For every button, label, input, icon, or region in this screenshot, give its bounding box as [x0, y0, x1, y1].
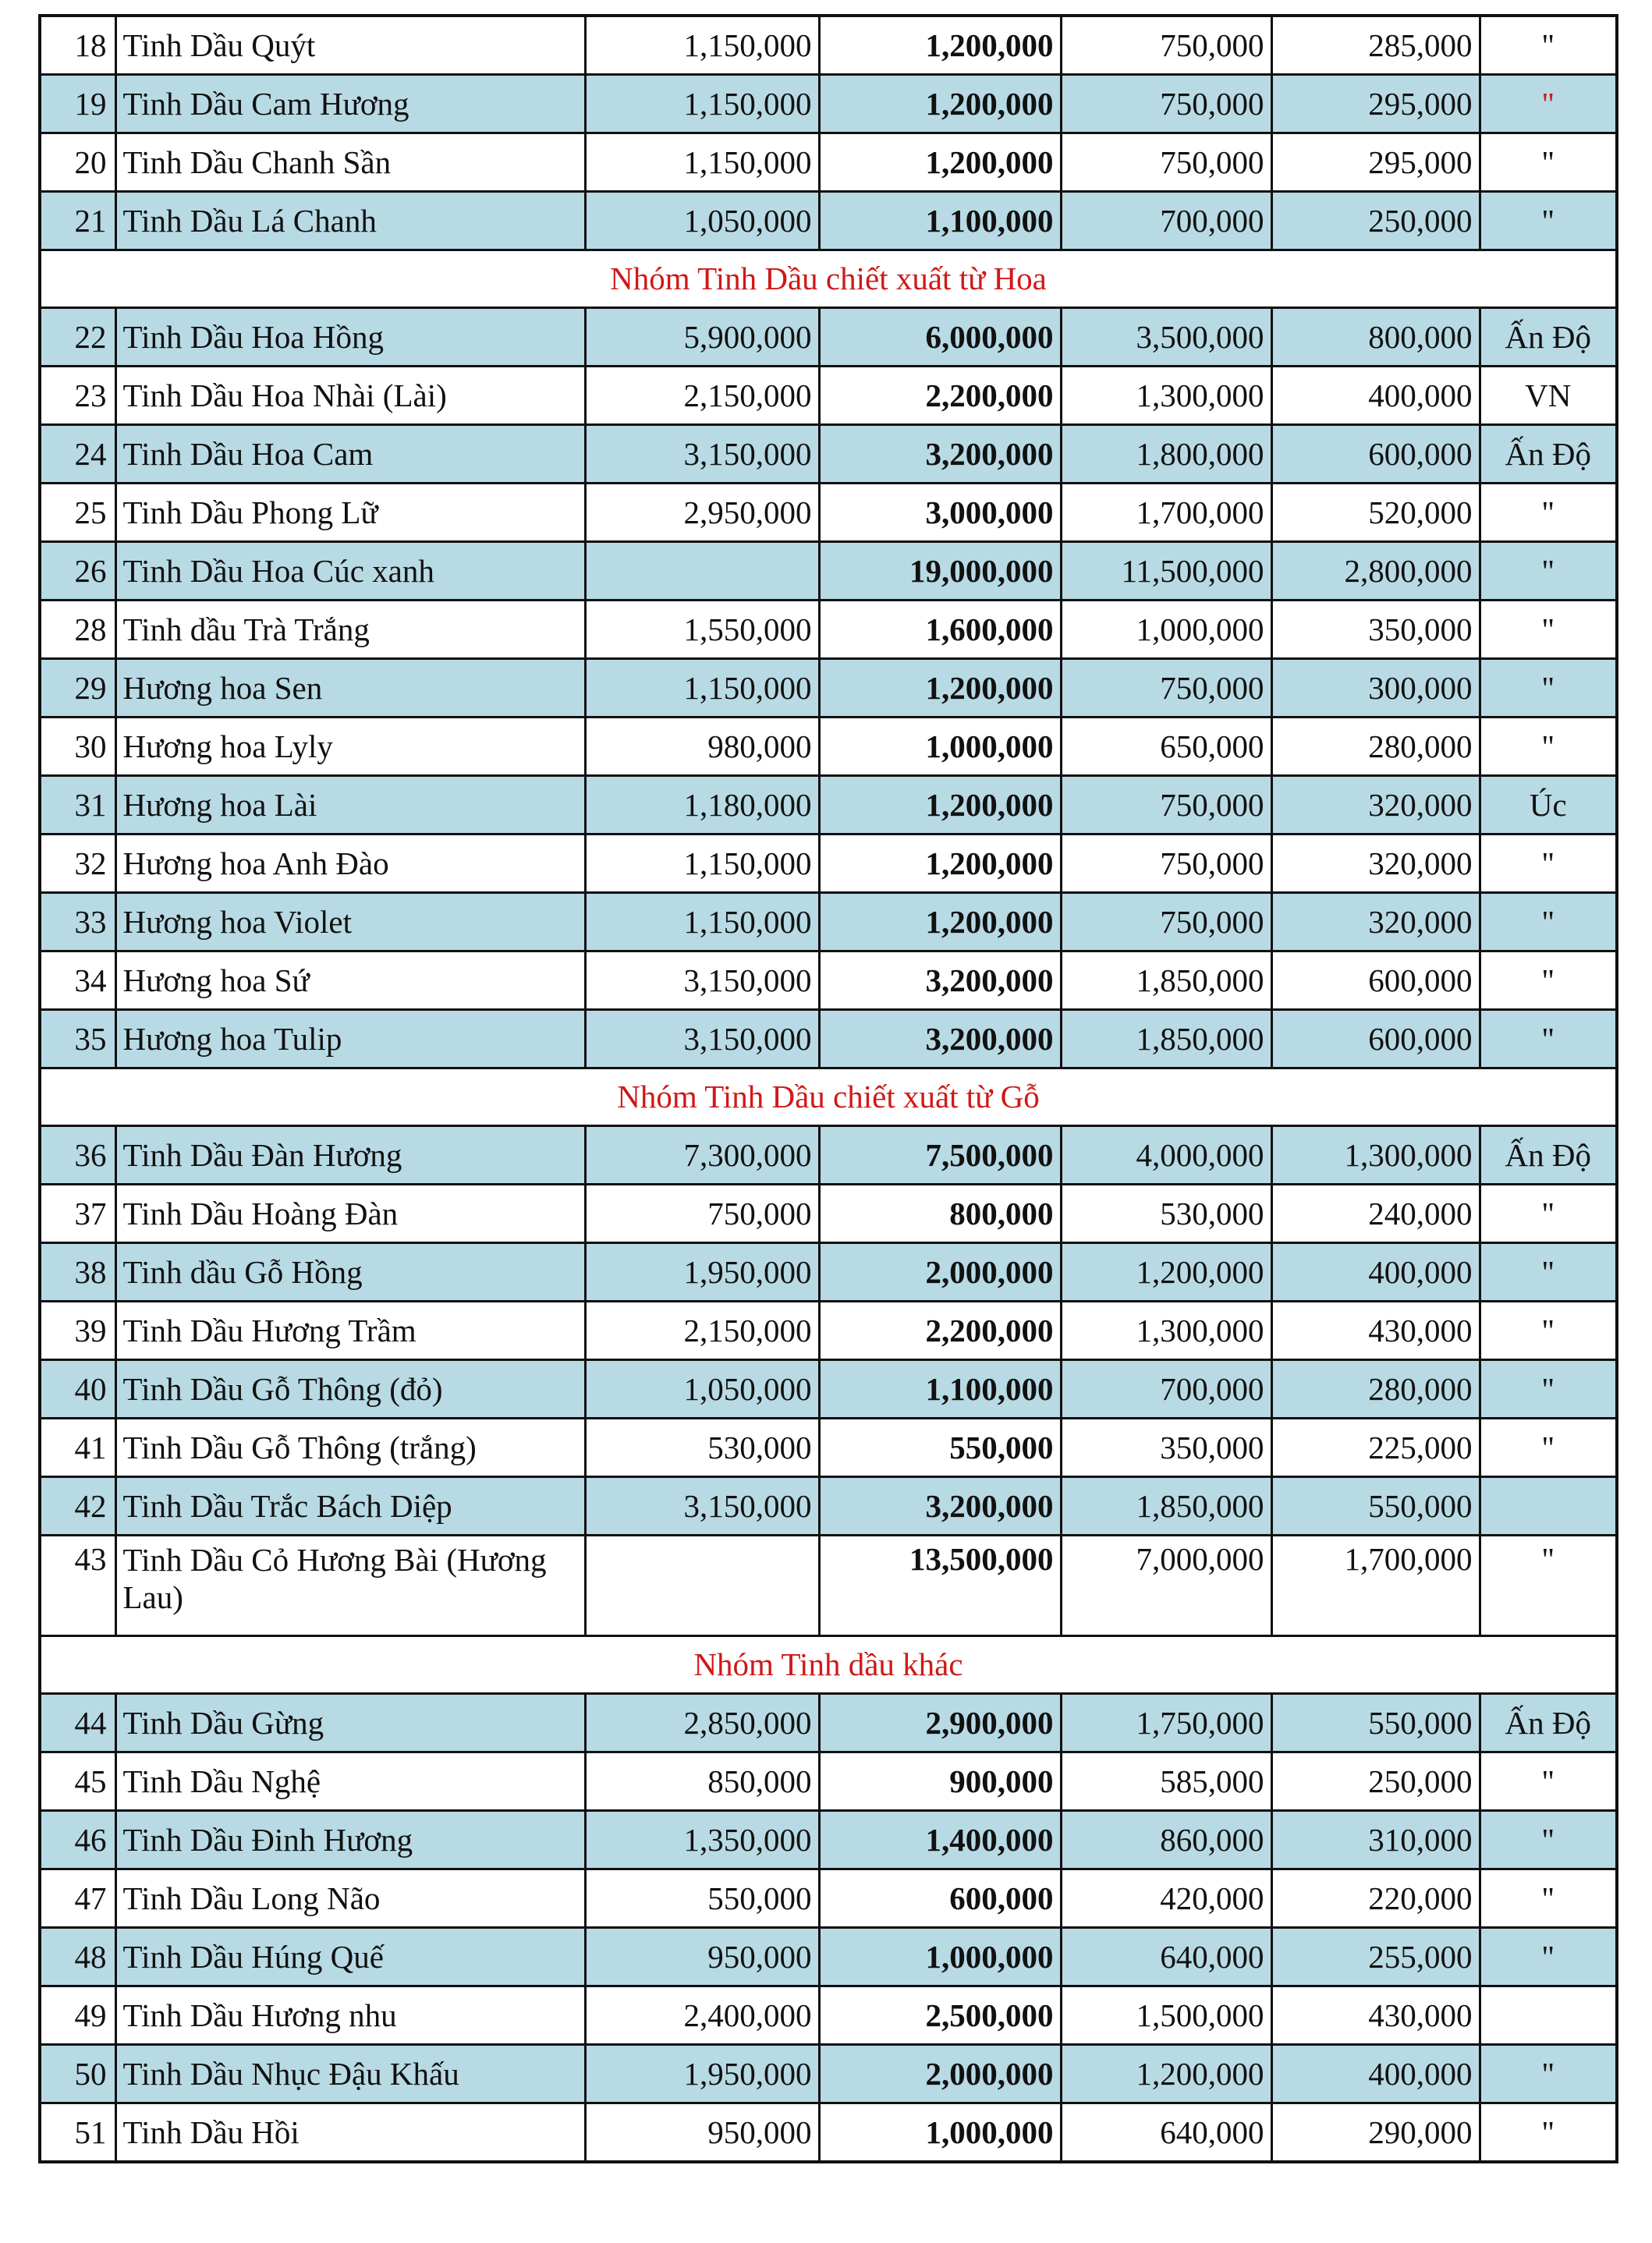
price-col2-cell: 1,200,000: [819, 75, 1061, 133]
price-col2-cell: 3,000,000: [819, 484, 1061, 542]
row-number-cell: 18: [40, 16, 115, 75]
price-col4-cell: 600,000: [1271, 951, 1480, 1010]
price-col4-cell: 350,000: [1271, 601, 1480, 659]
price-col2-cell: 1,100,000: [819, 1360, 1061, 1419]
origin-cell: ": [1480, 1869, 1617, 1928]
origin-cell: ": [1480, 718, 1617, 776]
row-number-cell: 36: [40, 1126, 115, 1185]
product-name-cell: Hương hoa Sứ: [115, 951, 585, 1010]
price-col3-cell: 420,000: [1061, 1869, 1271, 1928]
product-name-cell: Tinh Dầu Gỗ Thông (trắng): [115, 1419, 585, 1477]
price-col2-cell: 600,000: [819, 1869, 1061, 1928]
price-col2-cell: 900,000: [819, 1752, 1061, 1811]
row-number-cell: 19: [40, 75, 115, 133]
product-name-cell: Hương hoa Anh Đào: [115, 834, 585, 893]
price-col2-cell: 1,000,000: [819, 718, 1061, 776]
price-col3-cell: 640,000: [1061, 1928, 1271, 1986]
row-number-cell: 20: [40, 133, 115, 192]
origin-cell: ": [1480, 1302, 1617, 1360]
product-name-cell: Tinh Dầu Hoa Cúc xanh: [115, 542, 585, 601]
origin-cell: ": [1480, 601, 1617, 659]
origin-cell: ": [1480, 1360, 1617, 1419]
price-table-container: [38, 14, 1615, 2163]
row-number-cell: 39: [40, 1302, 115, 1360]
price-col3-cell: 750,000: [1061, 834, 1271, 893]
table-row: [40, 776, 1617, 834]
origin-cell: ": [1480, 1752, 1617, 1811]
origin-cell: ": [1480, 75, 1617, 133]
origin-cell: ": [1480, 1928, 1617, 1986]
table-row: [40, 2045, 1617, 2103]
row-number-cell: 33: [40, 893, 115, 951]
table-row: [40, 542, 1617, 601]
price-col3-cell: 750,000: [1061, 16, 1271, 75]
price-col3-cell: 640,000: [1061, 2103, 1271, 2163]
price-col1-cell: 2,150,000: [585, 1302, 819, 1360]
origin-cell: ": [1480, 2103, 1617, 2163]
price-col4-cell: 255,000: [1271, 1928, 1480, 1986]
price-col2-cell: 3,200,000: [819, 951, 1061, 1010]
row-number-cell: 28: [40, 601, 115, 659]
price-col4-cell: 225,000: [1271, 1419, 1480, 1477]
table-row: [40, 16, 1617, 75]
price-col4-cell: 280,000: [1271, 1360, 1480, 1419]
product-name-cell: Tinh Dầu Gừng: [115, 1694, 585, 1752]
price-col1-cell: 3,150,000: [585, 1477, 819, 1536]
price-col2-cell: 1,000,000: [819, 2103, 1061, 2163]
price-col1-cell: 1,950,000: [585, 1243, 819, 1302]
price-col2-cell: 3,200,000: [819, 1010, 1061, 1068]
price-col2-cell: 2,200,000: [819, 1302, 1061, 1360]
origin-cell: ": [1480, 1536, 1617, 1636]
price-col2-cell: 1,100,000: [819, 192, 1061, 250]
price-col1-cell: [585, 1536, 819, 1636]
price-col3-cell: 1,850,000: [1061, 1010, 1271, 1068]
price-col3-cell: 1,000,000: [1061, 601, 1271, 659]
price-col4-cell: 1,300,000: [1271, 1126, 1480, 1185]
product-name-cell: Hương hoa Violet: [115, 893, 585, 951]
table-row: [40, 75, 1617, 133]
price-col1-cell: 1,150,000: [585, 659, 819, 718]
table-row: [40, 1010, 1617, 1068]
table-row: [40, 192, 1617, 250]
row-number-cell: 45: [40, 1752, 115, 1811]
price-col3-cell: 700,000: [1061, 192, 1271, 250]
price-col3-cell: 1,200,000: [1061, 1243, 1271, 1302]
price-col3-cell: 1,700,000: [1061, 484, 1271, 542]
price-col4-cell: 430,000: [1271, 1986, 1480, 2045]
row-number-cell: 37: [40, 1185, 115, 1243]
price-col3-cell: 1,300,000: [1061, 1302, 1271, 1360]
group-header-row: [40, 1068, 1617, 1126]
origin-cell: ": [1480, 659, 1617, 718]
price-col1-cell: 5,900,000: [585, 308, 819, 367]
price-col4-cell: 300,000: [1271, 659, 1480, 718]
price-col4-cell: 430,000: [1271, 1302, 1480, 1360]
price-col2-cell: 1,200,000: [819, 893, 1061, 951]
row-number-cell: 38: [40, 1243, 115, 1302]
row-number-cell: 24: [40, 425, 115, 484]
price-col2-cell: 800,000: [819, 1185, 1061, 1243]
origin-cell: ": [1480, 1243, 1617, 1302]
origin-cell: ": [1480, 1010, 1617, 1068]
price-col4-cell: 2,800,000: [1271, 542, 1480, 601]
price-col4-cell: 240,000: [1271, 1185, 1480, 1243]
origin-cell: ": [1480, 2045, 1617, 2103]
table-row: [40, 1986, 1617, 2045]
price-col3-cell: 750,000: [1061, 893, 1271, 951]
price-col2-cell: 1,200,000: [819, 133, 1061, 192]
price-col3-cell: 530,000: [1061, 1185, 1271, 1243]
product-name-cell: Tinh Dầu Long Não: [115, 1869, 585, 1928]
table-row: [40, 425, 1617, 484]
origin-cell: Ấn Độ: [1480, 425, 1617, 484]
product-name-cell: Tinh Dầu Hương nhu: [115, 1986, 585, 2045]
group-header-row: [40, 1636, 1617, 1694]
product-name-cell: Tinh Dầu Lá Chanh: [115, 192, 585, 250]
product-name-cell: Tinh Dầu Chanh Sần: [115, 133, 585, 192]
price-col1-cell: 850,000: [585, 1752, 819, 1811]
row-number-cell: 50: [40, 2045, 115, 2103]
product-name-cell: Tinh Dầu Hoa Hồng: [115, 308, 585, 367]
table-row: [40, 1928, 1617, 1986]
table-row: [40, 1752, 1617, 1811]
price-col4-cell: 320,000: [1271, 893, 1480, 951]
price-col3-cell: 750,000: [1061, 659, 1271, 718]
price-col3-cell: 650,000: [1061, 718, 1271, 776]
product-name-cell: Tinh Dầu Đàn Hương: [115, 1126, 585, 1185]
price-col4-cell: 290,000: [1271, 2103, 1480, 2163]
price-col1-cell: 1,050,000: [585, 192, 819, 250]
price-col2-cell: 3,200,000: [819, 425, 1061, 484]
product-name-cell: Tinh Dầu Húng Quế: [115, 1928, 585, 1986]
table-row: [40, 1360, 1617, 1419]
group-header-label: Nhóm Tinh Dầu chiết xuất từ Hoa: [40, 250, 1617, 308]
price-col1-cell: 1,180,000: [585, 776, 819, 834]
price-col2-cell: 2,900,000: [819, 1694, 1061, 1752]
origin-cell: VN: [1480, 367, 1617, 425]
table-row: [40, 601, 1617, 659]
origin-cell: [1480, 1986, 1617, 2045]
table-row: [40, 1243, 1617, 1302]
origin-cell: ": [1480, 951, 1617, 1010]
essential-oil-price-table: [38, 14, 1618, 2163]
price-col1-cell: 2,400,000: [585, 1986, 819, 2045]
price-col3-cell: 585,000: [1061, 1752, 1271, 1811]
origin-cell: [1480, 1477, 1617, 1536]
price-col1-cell: 2,950,000: [585, 484, 819, 542]
price-col3-cell: 1,850,000: [1061, 1477, 1271, 1536]
product-name-cell: Hương hoa Lyly: [115, 718, 585, 776]
price-col4-cell: 800,000: [1271, 308, 1480, 367]
origin-cell: Ấn Độ: [1480, 1126, 1617, 1185]
price-col4-cell: 285,000: [1271, 16, 1480, 75]
origin-cell: ": [1480, 16, 1617, 75]
origin-cell: ": [1480, 542, 1617, 601]
price-col4-cell: 550,000: [1271, 1694, 1480, 1752]
price-col3-cell: 750,000: [1061, 133, 1271, 192]
price-col4-cell: 280,000: [1271, 718, 1480, 776]
row-number-cell: 44: [40, 1694, 115, 1752]
price-col1-cell: 7,300,000: [585, 1126, 819, 1185]
product-name-cell: Tinh Dầu Cam Hương: [115, 75, 585, 133]
price-col3-cell: 750,000: [1061, 776, 1271, 834]
row-number-cell: 41: [40, 1419, 115, 1477]
table-row: [40, 1477, 1617, 1536]
price-col4-cell: 295,000: [1271, 75, 1480, 133]
product-name-cell: Tinh Dầu Hoa Cam: [115, 425, 585, 484]
price-col4-cell: 600,000: [1271, 425, 1480, 484]
price-col3-cell: 1,500,000: [1061, 1986, 1271, 2045]
origin-cell: ": [1480, 192, 1617, 250]
price-col3-cell: 860,000: [1061, 1811, 1271, 1869]
origin-cell: ": [1480, 1811, 1617, 1869]
price-col3-cell: 4,000,000: [1061, 1126, 1271, 1185]
price-col1-cell: 1,550,000: [585, 601, 819, 659]
origin-cell: ": [1480, 893, 1617, 951]
row-number-cell: 25: [40, 484, 115, 542]
row-number-cell: 51: [40, 2103, 115, 2163]
price-col1-cell: 1,150,000: [585, 133, 819, 192]
table-row: [40, 1419, 1617, 1477]
price-col4-cell: 600,000: [1271, 1010, 1480, 1068]
price-col2-cell: 2,000,000: [819, 1243, 1061, 1302]
price-col2-cell: 1,200,000: [819, 659, 1061, 718]
product-name-cell: Hương hoa Lài: [115, 776, 585, 834]
product-name-cell: Tinh Dầu Hồi: [115, 2103, 585, 2163]
product-name-cell: Tinh Dầu Hương Trầm: [115, 1302, 585, 1360]
price-col3-cell: 750,000: [1061, 75, 1271, 133]
price-col4-cell: 220,000: [1271, 1869, 1480, 1928]
row-number-cell: 31: [40, 776, 115, 834]
price-col4-cell: 550,000: [1271, 1477, 1480, 1536]
price-col1-cell: 1,150,000: [585, 893, 819, 951]
price-col4-cell: 1,700,000: [1271, 1536, 1480, 1636]
table-row: [40, 1694, 1617, 1752]
table-row: [40, 1536, 1617, 1636]
price-col2-cell: 1,000,000: [819, 1928, 1061, 1986]
table-row: [40, 1811, 1617, 1869]
price-col2-cell: 550,000: [819, 1419, 1061, 1477]
price-col1-cell: [585, 542, 819, 601]
product-name-cell: Tinh Dầu Cỏ Hương Bài (Hương Lau): [115, 1536, 585, 1636]
price-col1-cell: 1,350,000: [585, 1811, 819, 1869]
product-name-cell: Tinh Dầu Phong Lữ: [115, 484, 585, 542]
table-row: [40, 951, 1617, 1010]
price-col3-cell: 7,000,000: [1061, 1536, 1271, 1636]
table-row: [40, 133, 1617, 192]
table-row: [40, 718, 1617, 776]
product-name-cell: Tinh Dầu Đinh Hương: [115, 1811, 585, 1869]
row-number-cell: 49: [40, 1986, 115, 2045]
price-col4-cell: 400,000: [1271, 1243, 1480, 1302]
row-number-cell: 23: [40, 367, 115, 425]
price-col1-cell: 2,850,000: [585, 1694, 819, 1752]
price-col2-cell: 6,000,000: [819, 308, 1061, 367]
group-header-row: [40, 250, 1617, 308]
origin-cell: ": [1480, 1185, 1617, 1243]
product-name-cell: Tinh Dầu Quýt: [115, 16, 585, 75]
row-number-cell: 42: [40, 1477, 115, 1536]
origin-cell: Úc: [1480, 776, 1617, 834]
origin-cell: ": [1480, 1419, 1617, 1477]
price-col3-cell: 3,500,000: [1061, 308, 1271, 367]
product-name-cell: Tinh Dầu Nghệ: [115, 1752, 585, 1811]
price-col2-cell: 1,200,000: [819, 834, 1061, 893]
price-col1-cell: 1,150,000: [585, 16, 819, 75]
product-name-cell: Tinh Dầu Gỗ Thông (đỏ): [115, 1360, 585, 1419]
price-col3-cell: 1,750,000: [1061, 1694, 1271, 1752]
price-col1-cell: 550,000: [585, 1869, 819, 1928]
price-col4-cell: 250,000: [1271, 192, 1480, 250]
price-col2-cell: 1,400,000: [819, 1811, 1061, 1869]
origin-cell: Ấn Độ: [1480, 308, 1617, 367]
origin-cell: ": [1480, 834, 1617, 893]
product-name-cell: Hương hoa Sen: [115, 659, 585, 718]
row-number-cell: 22: [40, 308, 115, 367]
table-row: [40, 834, 1617, 893]
price-col1-cell: 2,150,000: [585, 367, 819, 425]
price-col3-cell: 700,000: [1061, 1360, 1271, 1419]
price-col4-cell: 250,000: [1271, 1752, 1480, 1811]
price-col2-cell: 2,200,000: [819, 367, 1061, 425]
row-number-cell: 29: [40, 659, 115, 718]
table-row: [40, 659, 1617, 718]
price-col1-cell: 3,150,000: [585, 951, 819, 1010]
price-col1-cell: 950,000: [585, 2103, 819, 2163]
price-col4-cell: 520,000: [1271, 484, 1480, 542]
row-number-cell: 21: [40, 192, 115, 250]
row-number-cell: 32: [40, 834, 115, 893]
price-col3-cell: 1,200,000: [1061, 2045, 1271, 2103]
row-number-cell: 40: [40, 1360, 115, 1419]
row-number-cell: 34: [40, 951, 115, 1010]
table-row: [40, 308, 1617, 367]
price-col4-cell: 320,000: [1271, 834, 1480, 893]
product-name-cell: Tinh Dầu Hoàng Đàn: [115, 1185, 585, 1243]
price-col1-cell: 750,000: [585, 1185, 819, 1243]
price-col2-cell: 1,200,000: [819, 16, 1061, 75]
row-number-cell: 48: [40, 1928, 115, 1986]
price-col3-cell: 350,000: [1061, 1419, 1271, 1477]
price-col3-cell: 1,300,000: [1061, 367, 1271, 425]
price-col1-cell: 3,150,000: [585, 1010, 819, 1068]
table-row: [40, 1185, 1617, 1243]
price-col1-cell: 1,050,000: [585, 1360, 819, 1419]
product-name-cell: Tinh dầu Trà Trắng: [115, 601, 585, 659]
price-col2-cell: 2,000,000: [819, 2045, 1061, 2103]
row-number-cell: 46: [40, 1811, 115, 1869]
price-col4-cell: 320,000: [1271, 776, 1480, 834]
row-number-cell: 43: [40, 1536, 115, 1636]
price-col2-cell: 3,200,000: [819, 1477, 1061, 1536]
origin-cell: ": [1480, 484, 1617, 542]
product-name-cell: Tinh dầu Gỗ Hồng: [115, 1243, 585, 1302]
price-col4-cell: 295,000: [1271, 133, 1480, 192]
price-col1-cell: 3,150,000: [585, 425, 819, 484]
price-col1-cell: 950,000: [585, 1928, 819, 1986]
price-col4-cell: 400,000: [1271, 2045, 1480, 2103]
group-header-label: Nhóm Tinh Dầu chiết xuất từ Gỗ: [40, 1068, 1617, 1126]
product-name-cell: Tinh Dầu Nhục Đậu Khấu: [115, 2045, 585, 2103]
product-name-cell: Tinh Dầu Hoa Nhài (Lài): [115, 367, 585, 425]
group-header-label: Nhóm Tinh dầu khác: [40, 1636, 1617, 1694]
price-col2-cell: 19,000,000: [819, 542, 1061, 601]
price-col2-cell: 2,500,000: [819, 1986, 1061, 2045]
table-row: [40, 1302, 1617, 1360]
table-row: [40, 1869, 1617, 1928]
price-col1-cell: 1,150,000: [585, 75, 819, 133]
product-name-cell: Hương hoa Tulip: [115, 1010, 585, 1068]
origin-cell: ": [1480, 133, 1617, 192]
table-row: [40, 484, 1617, 542]
price-col2-cell: 1,600,000: [819, 601, 1061, 659]
table-row: [40, 893, 1617, 951]
price-col4-cell: 310,000: [1271, 1811, 1480, 1869]
table-body: [40, 16, 1617, 2162]
price-col2-cell: 13,500,000: [819, 1536, 1061, 1636]
price-col3-cell: 1,850,000: [1061, 951, 1271, 1010]
price-col4-cell: 400,000: [1271, 367, 1480, 425]
table-row: [40, 1126, 1617, 1185]
row-number-cell: 26: [40, 542, 115, 601]
price-col2-cell: 7,500,000: [819, 1126, 1061, 1185]
row-number-cell: 30: [40, 718, 115, 776]
price-col1-cell: 1,950,000: [585, 2045, 819, 2103]
origin-cell: Ấn Độ: [1480, 1694, 1617, 1752]
table-row: [40, 367, 1617, 425]
table-row: [40, 2103, 1617, 2163]
row-number-cell: 47: [40, 1869, 115, 1928]
product-name-cell: Tinh Dầu Trắc Bách Diệp: [115, 1477, 585, 1536]
price-col1-cell: 1,150,000: [585, 834, 819, 893]
price-col1-cell: 530,000: [585, 1419, 819, 1477]
price-col3-cell: 1,800,000: [1061, 425, 1271, 484]
price-col1-cell: 980,000: [585, 718, 819, 776]
price-col2-cell: 1,200,000: [819, 776, 1061, 834]
price-col3-cell: 11,500,000: [1061, 542, 1271, 601]
row-number-cell: 35: [40, 1010, 115, 1068]
